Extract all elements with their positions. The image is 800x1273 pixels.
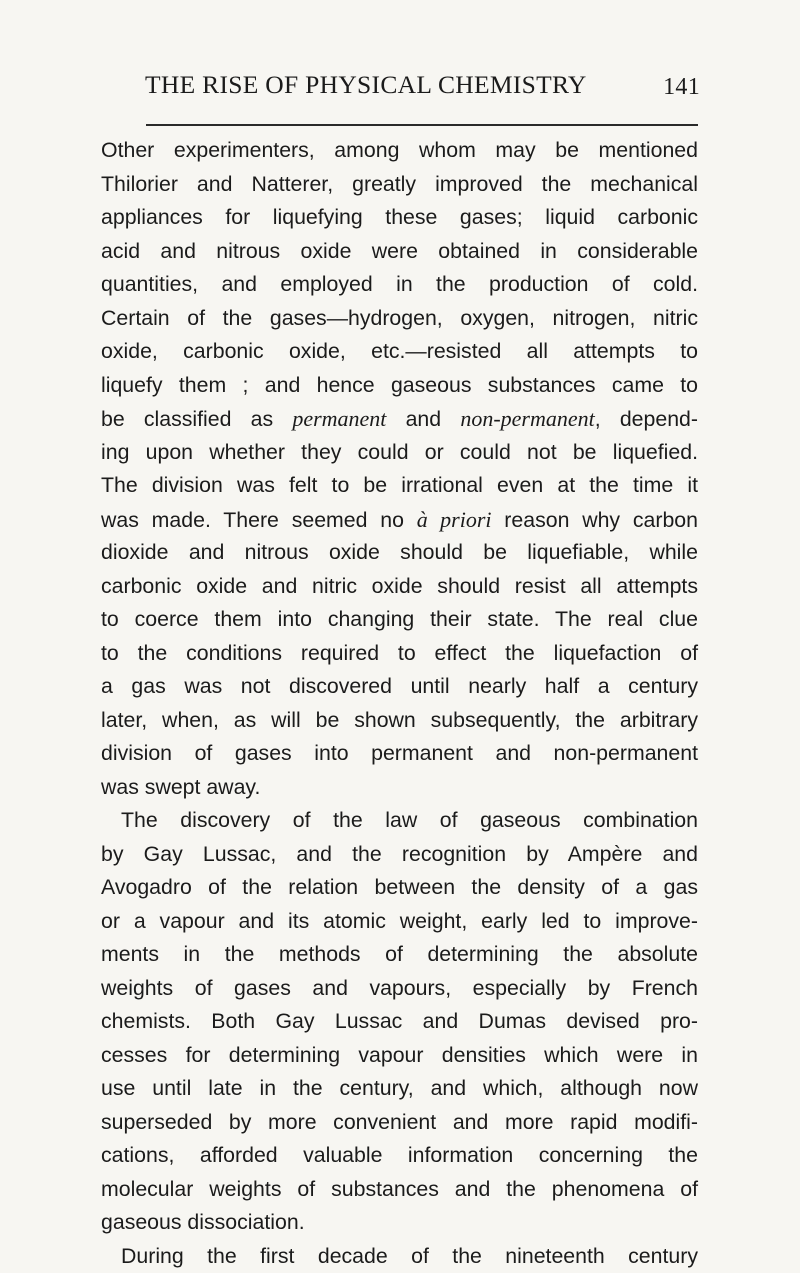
text-line <box>101 402 698 436</box>
text-line: appliances for liquefying these gases; liquid carbonic <box>101 201 698 235</box>
text-line: was swept away. <box>101 771 698 805</box>
text-line: Certain of the gases—hydrogen, oxygen, nitrogen, nitric <box>101 302 698 336</box>
text-line: gaseous dissociation. <box>101 1206 698 1240</box>
page-header <box>145 62 700 102</box>
text-line: dioxide and nitrous oxide should be liquefiable, while <box>101 536 698 570</box>
text-line: cesses for determining vapour densities which were in <box>101 1039 698 1073</box>
text-line: molecular weights of substances and the phenomena of <box>101 1173 698 1207</box>
text-line: by Gay Lussac, and the recognition by Ampère and <box>101 838 698 872</box>
text-line: quantities, and employed in the production of cold. <box>101 268 698 302</box>
italic-term: à priori <box>417 507 492 532</box>
page-number: 141 <box>663 74 700 101</box>
text-line: use until late in the century, and which, although now <box>101 1072 698 1106</box>
text-line: The division was felt to be irrational even at the time it <box>101 469 698 503</box>
text-line: superseded by more convenient and more rapid modifi- <box>101 1106 698 1140</box>
text-line <box>101 503 698 537</box>
text-line: to the conditions required to effect the liquefaction of <box>101 637 698 671</box>
running-head: THE RISE OF PHYSICAL CHEMISTRY <box>145 70 587 100</box>
header-rule <box>146 124 698 126</box>
text-line: cations, afforded valuable information concerning the <box>101 1139 698 1173</box>
text-line: later, when, as will be shown subsequently, the arbitrary <box>101 704 698 738</box>
text-line: ments in the methods of determining the absolute <box>101 938 698 972</box>
text-line: to coerce them into changing their state. The real clue <box>101 603 698 637</box>
text-run: and <box>386 407 460 431</box>
text-line: Thilorier and Natterer, greatly improved the mechanical <box>101 168 698 202</box>
text-line: ing upon whether they could or could not be liquefied. <box>101 436 698 470</box>
text-line: or a vapour and its atomic weight, early led to improve- <box>101 905 698 939</box>
text-line: acid and nitrous oxide were obtained in considerable <box>101 235 698 269</box>
text-line: Other experimenters, among whom may be mentioned <box>101 134 698 168</box>
text-line: weights of gases and vapours, especially by French <box>101 972 698 1006</box>
text-line: During the first decade of the nineteenth century <box>101 1240 698 1273</box>
text-line: oxide, carbonic oxide, etc.—resisted all attempts to <box>101 335 698 369</box>
text-line: The discovery of the law of gaseous combination <box>101 804 698 838</box>
text-line: chemists. Both Gay Lussac and Dumas devised pro- <box>101 1005 698 1039</box>
text-run: be classified as <box>101 407 292 431</box>
italic-term: non-permanent <box>460 406 594 431</box>
text-line: carbonic oxide and nitric oxide should resist all attempts <box>101 570 698 604</box>
text-run: was made. There seemed no <box>101 508 417 532</box>
text-line: Avogadro of the relation between the density of a gas <box>101 871 698 905</box>
text-run: , depend- <box>595 407 698 431</box>
body-text <box>101 134 698 1273</box>
text-line: liquefy them ; and hence gaseous substances came to <box>101 369 698 403</box>
text-run: reason why carbon <box>492 508 699 532</box>
text-line: division of gases into permanent and non-permanent <box>101 737 698 771</box>
italic-term: permanent <box>292 406 386 431</box>
text-line: a gas was not discovered until nearly half a century <box>101 670 698 704</box>
